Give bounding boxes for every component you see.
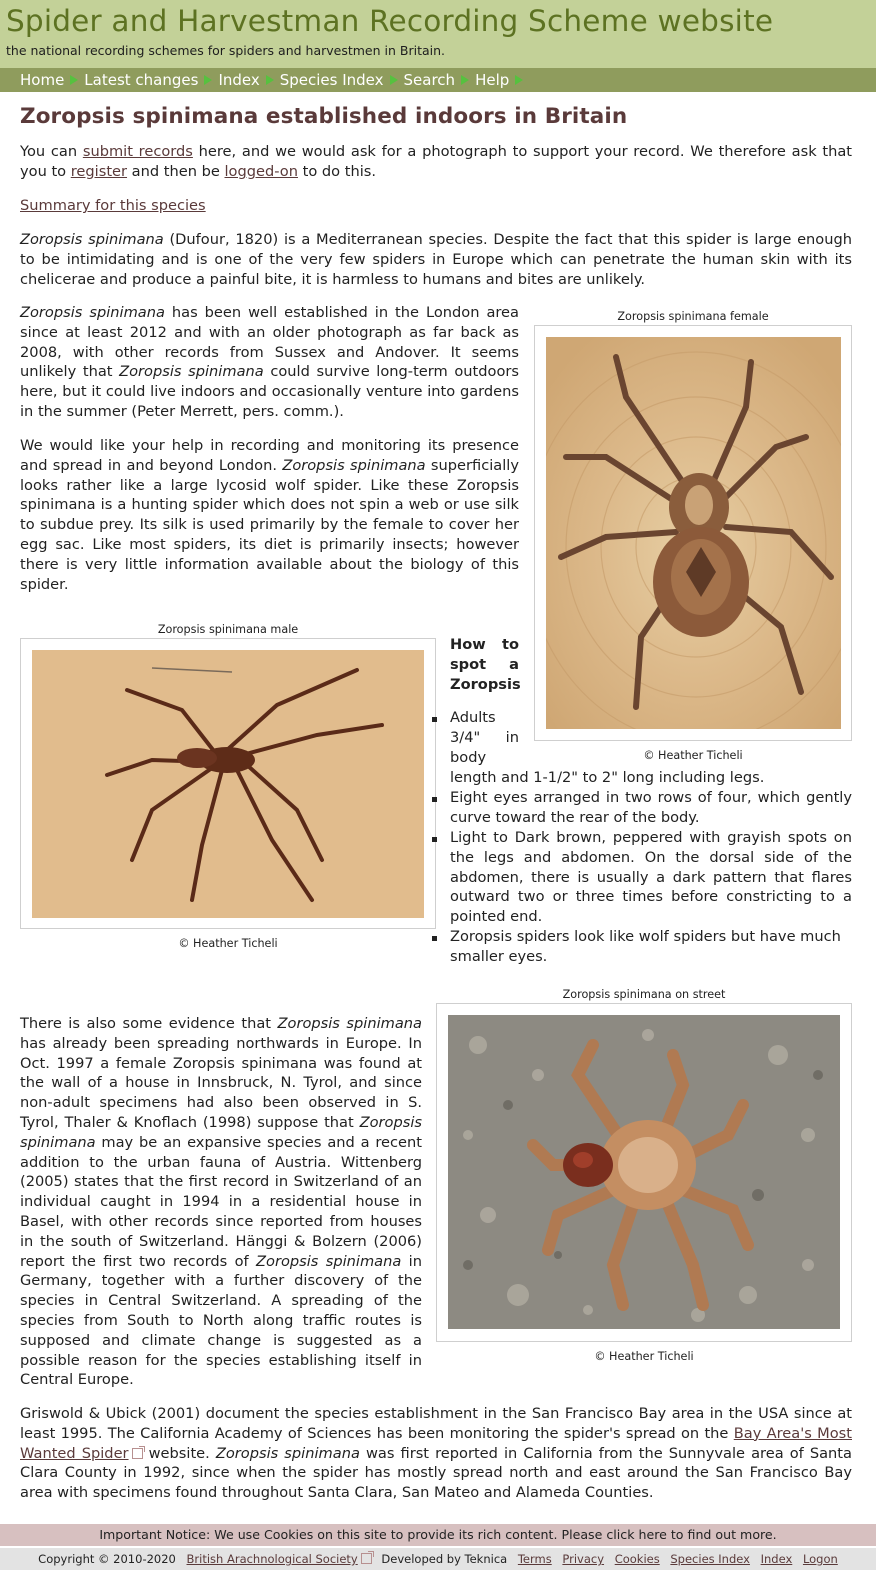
- nav-arrow-icon: [390, 75, 398, 85]
- para-text: We would like your help in recording and monitoring its presence and spread in and beyond London.: [20, 437, 519, 474]
- footer-privacy-link[interactable]: Privacy: [562, 1552, 605, 1566]
- site-header: [0, 0, 876, 68]
- figure-female: [534, 310, 852, 762]
- species-name: Zoropsis spinimana: [277, 1015, 422, 1032]
- para-europe: [20, 1014, 422, 1390]
- figure-caption: Zoropsis spinimana male: [157, 623, 299, 636]
- footer-species-index-link[interactable]: Species Index: [670, 1552, 750, 1566]
- howto-bullet-1a: Adults 3/4" in body: [450, 709, 519, 766]
- nav-arrow-icon: [266, 75, 274, 85]
- footer-index-link[interactable]: Index: [760, 1552, 793, 1566]
- para-usa: [20, 1404, 852, 1503]
- howto-bullet-3: Light to Dark brown, peppered with grayish spots on the legs and abdomen. On the dorsal side of the abdomen, there is usually a dark pattern that flares outward two or three times before constricting to a pointed end.: [450, 829, 852, 926]
- nav-arrow-icon: [204, 75, 212, 85]
- submit-records-link[interactable]: submit records: [82, 143, 193, 160]
- nav-index[interactable]: Index: [218, 71, 260, 89]
- copyright-text: Copyright © 2010-2020: [38, 1552, 176, 1566]
- nav-arrow-icon: [461, 75, 469, 85]
- figure-street: [436, 988, 852, 1363]
- bullet-icon: [432, 717, 437, 722]
- nav-home[interactable]: Home: [20, 71, 65, 89]
- para-text: (Dufour, 1820) is a Mediterranean species. Despite the fact that this spider is large enough to be intimidating and is one of the very few spiders in Europe which can penetrate the human skin with its chelicerae and produce a painful bite, it is harmless to humans and bites are unlikely.: [20, 231, 852, 288]
- nav-arrow-icon: [515, 75, 523, 85]
- para-text: may be an expansive species and a recent addition to the urban fauna of Austria. Wittenberg (2005) states that the first record in Switzerland of an individual caught in 1994 in a residential house in Basel, with other records since reported from houses in the south of Switzerland. Hänggi & Bolzern (2006) report the first two records of: [20, 1133, 422, 1270]
- figure-male: [20, 623, 436, 950]
- figure-caption: Zoropsis spinimana female: [617, 310, 769, 323]
- footer: [0, 1548, 876, 1570]
- nav-species-index[interactable]: Species Index: [279, 71, 384, 89]
- spider-female-photo[interactable]: [546, 337, 841, 729]
- nav-arrow-icon: [70, 75, 78, 85]
- nav-help[interactable]: Help: [475, 71, 510, 89]
- external-link-icon: [361, 1553, 372, 1564]
- species-name: Zoropsis spinimana: [282, 456, 426, 474]
- species-name: Zoropsis spinimana: [256, 1252, 402, 1270]
- bullet-icon: [432, 837, 437, 842]
- spider-male-photo[interactable]: [32, 650, 424, 918]
- para-text: could survive long-term outdoors here, but it could live indoors and occasionally venture into gardens in the summer (Peter Merrett, pers. comm.).: [20, 363, 519, 420]
- howto-heading: How to spot a Zoropsis: [450, 636, 521, 693]
- para-text: website.: [142, 1444, 216, 1462]
- intro-paragraph: [20, 142, 852, 182]
- howto-bullet-1b: length and 1-1/2" to 2" long including legs.: [450, 769, 765, 786]
- intro-text: You can: [20, 143, 83, 160]
- para-london: [20, 303, 519, 422]
- link-text: British Arachnological Society: [186, 1552, 358, 1566]
- para-text: has already been spreading northwards in Europe. In Oct. 1997 a female Zoropsis spinimana was found at the wall of a house in Innsbruck, N. Tyrol, and since non-adult specimens had also been observed in S. Tyrol, Thaler & Knoflach (1998) suppose that: [20, 1034, 422, 1131]
- intro-text: and then be: [127, 162, 225, 180]
- figure-caption: Zoropsis spinimana on street: [562, 988, 726, 1001]
- spider-street-photo[interactable]: [448, 1015, 840, 1329]
- cookie-notice[interactable]: Important Notice: We use Cookies on this site to provide its rich content. Please click here to find out more.: [0, 1524, 876, 1546]
- para-text: There is also some evidence that: [20, 1015, 278, 1032]
- species-name: Zoropsis spinimana: [215, 1444, 360, 1462]
- intro-text: to do this.: [297, 162, 376, 180]
- main-nav: [0, 68, 876, 92]
- howto-bullet-4: Zoropsis spiders look like wolf spiders but have much smaller eyes.: [450, 928, 841, 965]
- para-text: in Germany, together with a further discovery of the species in Central Switzerland. A spreading of the species from South to North along traffic routes is supposed and climate change is suggested as a possible reason for the species establishing itself in Central Europe.: [20, 1252, 422, 1389]
- para-text: has been well established in the London area since at least 2012 and with an older photograph as far back as 2008, with other records from Sussex and Andover. It seems unlikely that: [20, 304, 519, 381]
- figure-frame: [534, 325, 852, 741]
- figure-frame: [20, 638, 436, 929]
- nav-latest-changes[interactable]: Latest changes: [84, 71, 199, 89]
- footer-logon-link[interactable]: Logon: [802, 1552, 838, 1566]
- photo-credit: © Heather Ticheli: [594, 1350, 694, 1363]
- species-name: Zoropsis spinimana: [119, 363, 264, 381]
- species-name: Zoropsis spinimana: [20, 231, 164, 248]
- footer-cookies-link[interactable]: Cookies: [614, 1552, 660, 1566]
- logon-link[interactable]: logged-on: [224, 162, 298, 180]
- bullet-icon: [432, 797, 437, 802]
- intro-text: here, and we would ask for a photograph to support your record. We therefore ask that you to: [20, 143, 853, 180]
- site-subtitle: the national recording schemes for spiders and harvestmen in Britain.: [6, 43, 445, 58]
- photo-credit: © Heather Ticheli: [643, 749, 743, 762]
- para-text: Griswold & Ubick (2001) document the species establishment in the San Francisco Bay area in the USA since at least 1995. The California Academy of Sciences has been monitoring the spider's spread on the: [20, 1405, 852, 1442]
- site-title[interactable]: Spider and Harvestman Recording Scheme website: [6, 4, 774, 38]
- page-title: Zoropsis spinimana established indoors in Britain: [20, 104, 628, 129]
- bas-link[interactable]: [187, 1552, 372, 1566]
- developer-text: Developed by Teknica: [381, 1552, 508, 1566]
- howto-bullet-2: Eight eyes arranged in two rows of four, which gently curve toward the rear of the body.: [450, 789, 852, 826]
- para-help: [20, 436, 519, 594]
- para-text: superficially looks rather like a large lycosid wolf spider. Like these Zoropsis spinimana is a hunting spider which does not spin a web or use silk to subdue prey. Its silk is used primarily by the female to cover her egg sac. Like most spiders, its diet is primarily insects; however there is very little information available about the biology of this spider.: [20, 456, 519, 593]
- register-link[interactable]: register: [70, 162, 128, 180]
- para-text: was first reported in California from the Sunnyvale area of Santa Clara County in 1992, since when the spider has mostly spread north and east around the San Francisco Bay area with specimens found throughout Santa Clara, San Mateo and Alameda Counties.: [20, 1444, 852, 1502]
- para-description: [20, 230, 852, 289]
- species-summary-link[interactable]: Summary for this species: [20, 197, 206, 214]
- species-name: Zoropsis spinimana: [20, 304, 165, 321]
- figure-frame: [436, 1003, 852, 1342]
- photo-credit: © Heather Ticheli: [178, 937, 278, 950]
- nav-search[interactable]: Search: [403, 71, 456, 89]
- link-text: Bay Area's Most Wanted Spider: [20, 1424, 852, 1462]
- footer-terms-link[interactable]: Terms: [517, 1552, 552, 1566]
- species-name: Zoropsis spinimana: [20, 1113, 422, 1151]
- bullet-icon: [432, 936, 437, 941]
- summary-paragraph: [20, 196, 206, 216]
- external-link-icon: [132, 1448, 143, 1459]
